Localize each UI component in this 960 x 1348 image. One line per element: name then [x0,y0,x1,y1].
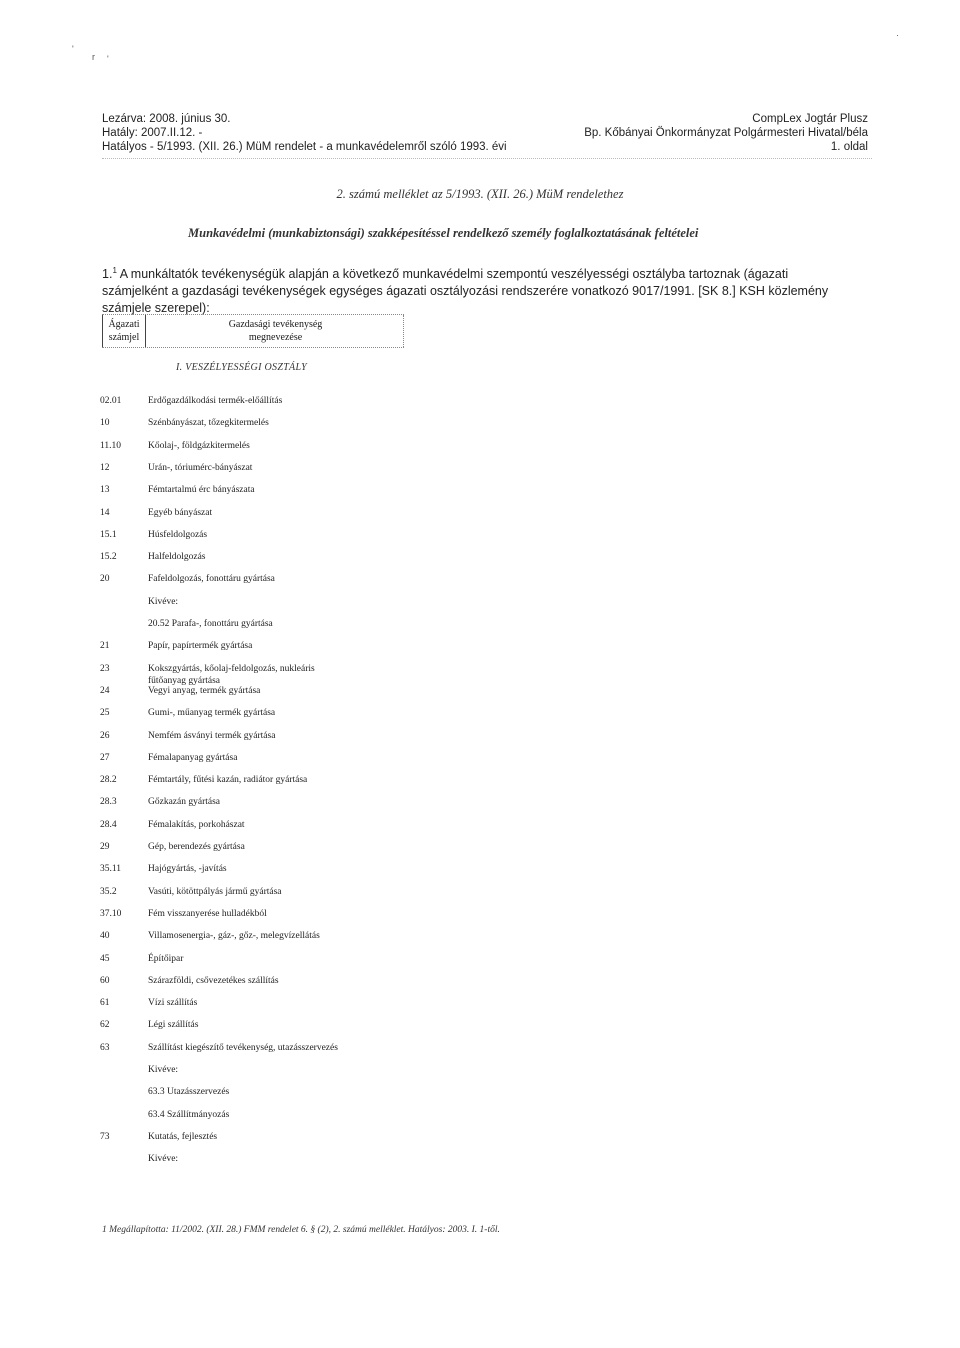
row-description: 63.4 Szállítmányozás [148,1109,230,1120]
row-description: Kivéve: [148,1065,179,1075]
header-left [102,112,507,154]
row-description: Urán-, tóriumérc-bányászat [148,462,253,473]
row-description: Hajógyártás, -javítás [148,864,227,875]
row-code: 13 [100,485,110,496]
row-description: Szállítást kiegészítő tevékenység, utazásszervezés [148,1042,338,1053]
row-description: Nemfém ásványi termék gyártása [148,730,276,741]
row-description: Fémalapanyag gyártása [148,752,238,763]
row-description: Húsfeldolgozás [148,529,208,540]
row-code: 28.2 [100,775,117,786]
row-code: 73 [100,1131,110,1142]
header-document-ref: Hatályos - 5/1993. (XII. 26.) MüM rendelet - a munkavédelemről szóló 1993. évi [102,141,507,153]
row-description: Vasúti, kötöttpályás jármű gyártása [148,886,282,897]
paragraph-line: A munkáltatók tevékenységük alapján a következő munkavédelmi szempontú veszélyességi osztályba tartoznak (ágazati [119,267,789,282]
row-description: Vegyi anyag, termék gyártása [148,685,261,696]
scan-speck: ' [72,44,74,54]
row-description: Egyéb bányászat [148,507,213,518]
row-code: 35.11 [100,864,122,875]
header-product: CompLex Jogtár Plusz [752,113,868,125]
footnote-ref: 1 [112,266,117,275]
row-code: 24 [100,685,110,696]
row-description: Vízi szállítás [148,998,198,1009]
row-description: Halfeldolgozás [148,552,206,563]
row-code: 28.4 [100,819,117,830]
row-description: Gőzkazán gyártása [148,797,221,808]
row-code: 25 [100,708,110,719]
scan-speck: r [92,52,95,62]
column-header-code [102,315,146,347]
column-header-line: számjel [108,332,140,343]
row-description: Kokszgyártás, kőolaj-feldolgozás, nukleáris [148,663,315,674]
paragraph-number: 1. [102,267,113,282]
row-description: Villamosenergia-, gáz-, gőz-, melegvízellátás [148,931,320,942]
row-code: 12 [100,462,110,473]
row-description: Gumi-, műanyag termék gyártása [148,708,276,719]
row-description: Szénbányászat, tőzegkitermelés [148,418,269,429]
row-code: 27 [100,752,110,763]
row-code: 37.10 [100,908,122,919]
row-code: 23 [100,663,110,674]
column-header-line: Ágazati [108,319,140,330]
row-code: 40 [100,931,110,942]
row-code: 61 [100,998,110,1009]
row-code: 20 [100,574,110,585]
row-code: 45 [100,953,110,964]
column-header-activity [148,315,404,347]
class-title: I. VESZÉLYESSÉGI OSZTÁLY [176,362,307,373]
row-description: Gép, berendezés gyártása [148,842,245,852]
row-code: 60 [100,975,110,986]
row-code: 29 [100,842,110,852]
footnote: 1 Megállapította: 11/2002. (XII. 28.) FMM rendelet 6. § (2), 2. számú melléklet. Hatályos: 2003. I. 1-től. [102,1225,500,1235]
header-effective: Hatály: 2007.II.12. - [102,127,203,139]
row-description: fűtőanyag gyártása [148,675,221,686]
scan-speck: ' [107,54,109,64]
paragraph-1 [102,262,828,317]
scan-speck: · [896,30,899,40]
header-page-number: 1. oldal [830,141,868,153]
column-header-line: Gazdasági tevékenység [228,319,323,330]
row-description: Fémalakítás, porkohászat [148,819,245,830]
row-code: 21 [100,641,110,652]
row-code: 28.3 [100,797,117,808]
row-description: Fémtartalmú érc bányászata [148,485,255,496]
row-code: 35.2 [100,886,117,897]
row-description: Kőolaj-, földgázkitermelés [148,440,250,451]
row-code: 15.2 [100,552,117,563]
row-description: Építőipar [148,953,184,964]
row-code: 26 [100,730,110,741]
row-description: Szárazföldi, csővezetékes szállítás [148,975,279,986]
row-description: Kivéve: [148,596,179,607]
row-description: Papír, papírtermék gyártása [148,641,253,652]
row-description: Kivéve: [148,1154,179,1165]
header-closed-date: Lezárva: 2008. június 30. [102,113,231,125]
row-code: 11.10 [100,440,122,451]
paragraph-line: számjele szerepel): [102,301,210,316]
row-description: 20.52 Parafa-, fonottáru gyártása [148,619,273,629]
row-description: Fémtartály, fűtési kazán, radiátor gyártása [148,775,308,786]
table-header [102,314,404,348]
annex-subtitle: 2. számú melléklet az 5/1993. (XII. 26.) MüM rendelethez [336,187,624,201]
row-description: 63.3 Utazásszervezés [148,1087,230,1098]
row-code: 14 [100,507,110,518]
row-description: Fém visszanyerése hulladékból [148,908,267,919]
row-code: 02.01 [100,396,122,406]
row-code: 15.1 [100,529,117,540]
row-code: 62 [100,1020,110,1031]
header-licensee: Bp. Kőbányai Önkormányzat Polgármesteri Hivatal/béla [584,127,868,139]
header-divider [102,158,872,159]
page-title: Munkavédelmi (munkabiztonsági) szakképesítéssel rendelkező személy foglalkoztatásának feltételei [188,226,699,240]
header-right [584,112,868,154]
row-code: 63 [100,1042,110,1053]
row-description: Légi szállítás [148,1020,199,1031]
row-description: Fafeldolgozás, fonottáru gyártása [148,574,275,585]
column-header-line: megnevezése [248,332,303,343]
row-description: Erdőgazdálkodási termék-előállítás [148,396,283,406]
row-code: 10 [100,418,110,429]
row-description: Kutatás, fejlesztés [148,1131,218,1142]
paragraph-line: számjelként a gazdasági tevékenységek egységes ágazati osztályozási rendszerére vonatkozó 9017/1991. [SK 8.] KSH közlemény [102,284,829,299]
